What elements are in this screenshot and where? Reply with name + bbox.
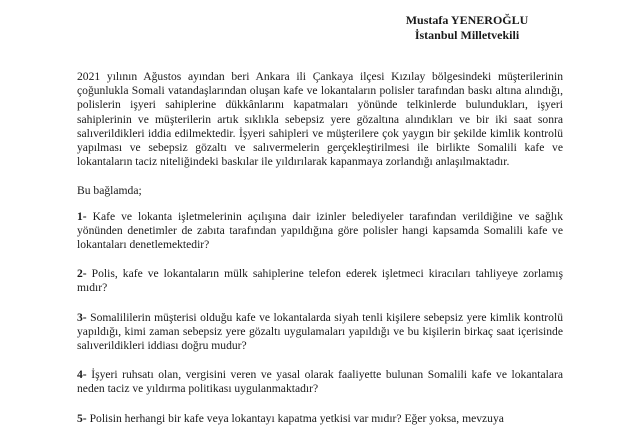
signatory-name: Mustafa YENEROĞLU — [405, 13, 529, 27]
question-text: İşyeri ruhsatı olan, vergisini veren ve yasal olarak faaliyette bulunan Somalili kafe ve lokantalara neden taciz ve yıldırma politikası uygulanmaktadır? — [77, 368, 563, 396]
question-item — [77, 311, 563, 354]
question-number: 5- — [77, 411, 87, 425]
question-text: Polis, kafe ve lokantaların mülk sahiplerine telefon ederek işletmeci kiracıları tahliyeye zorlamış mıdır? — [77, 267, 563, 295]
intro-paragraph: 2021 yılının Ağustos ayından beri Ankara ili Çankaya ilçesi Kızılay bölgesindeki müşterilerinin çoğunlukla Somali vatandaşlarından oluşan kafe ve lokantaların polisler tarafından baskı altına alındığı, polislerin işyeri sahiplerine dükkânlarını kapatmaları yönünde telkinlerde bulundukları, işyeri sahiplerinin ve müşterilerin artık sıklıkla sebepsiz yere gözaltına alındıkları ve bir iki saat sonra salıverildikleri iddia edilmektedir. İşyeri sahipleri ve müşterilere çok yaygın bir şekilde kimlik kontrolü yapılması ve sebepsiz gözaltı ve salıvermelerin gerçekleştirilmesi ile birlikte Somalili kafe ve lokantaların taciz niteliğindeki baskılar ile yıldırılarak kapanmaya zorlandığı anlaşılmaktadır. — [77, 70, 563, 169]
document-body — [77, 70, 563, 430]
question-number: 3- — [77, 310, 87, 324]
question-number: 4- — [77, 368, 87, 382]
question-item — [77, 210, 563, 253]
question-item — [77, 368, 563, 396]
question-item — [77, 267, 563, 295]
question-text: Polisin herhangi bir kafe veya lokantayı kapatma yetkisi var mıdır? Eğer yoksa, mevzuya — [86, 411, 504, 425]
question-text: Somalililerin müşterisi olduğu kafe ve lokantalarda siyah tenli kişilere sebepsiz yere kimlik kontrolü yapıldığı, kimi zaman sebepsiz yere gözaltı uygulamaları yapıldığı ve bu kişilerin birkaç saat içerisinde salıverildikleri iddiası doğru mudur? — [77, 310, 563, 353]
signatory-role: İstanbul Milletvekili — [414, 28, 520, 42]
question-text: Kafe ve lokanta işletmelerinin açılışına dair izinler belediyeler tarafından verildiğine ve sağlık yönünden denetimler de zabıta tarafından yapıldığına göre polisler hangi kapsamda Somalili kafe ve lokantaları denetlemektedir? — [77, 209, 563, 252]
question-item — [77, 412, 563, 426]
signature-block — [392, 13, 542, 43]
question-number: 2- — [77, 267, 87, 281]
lead-paragraph: Bu bağlamda; — [77, 184, 142, 198]
question-number: 1- — [77, 209, 87, 223]
